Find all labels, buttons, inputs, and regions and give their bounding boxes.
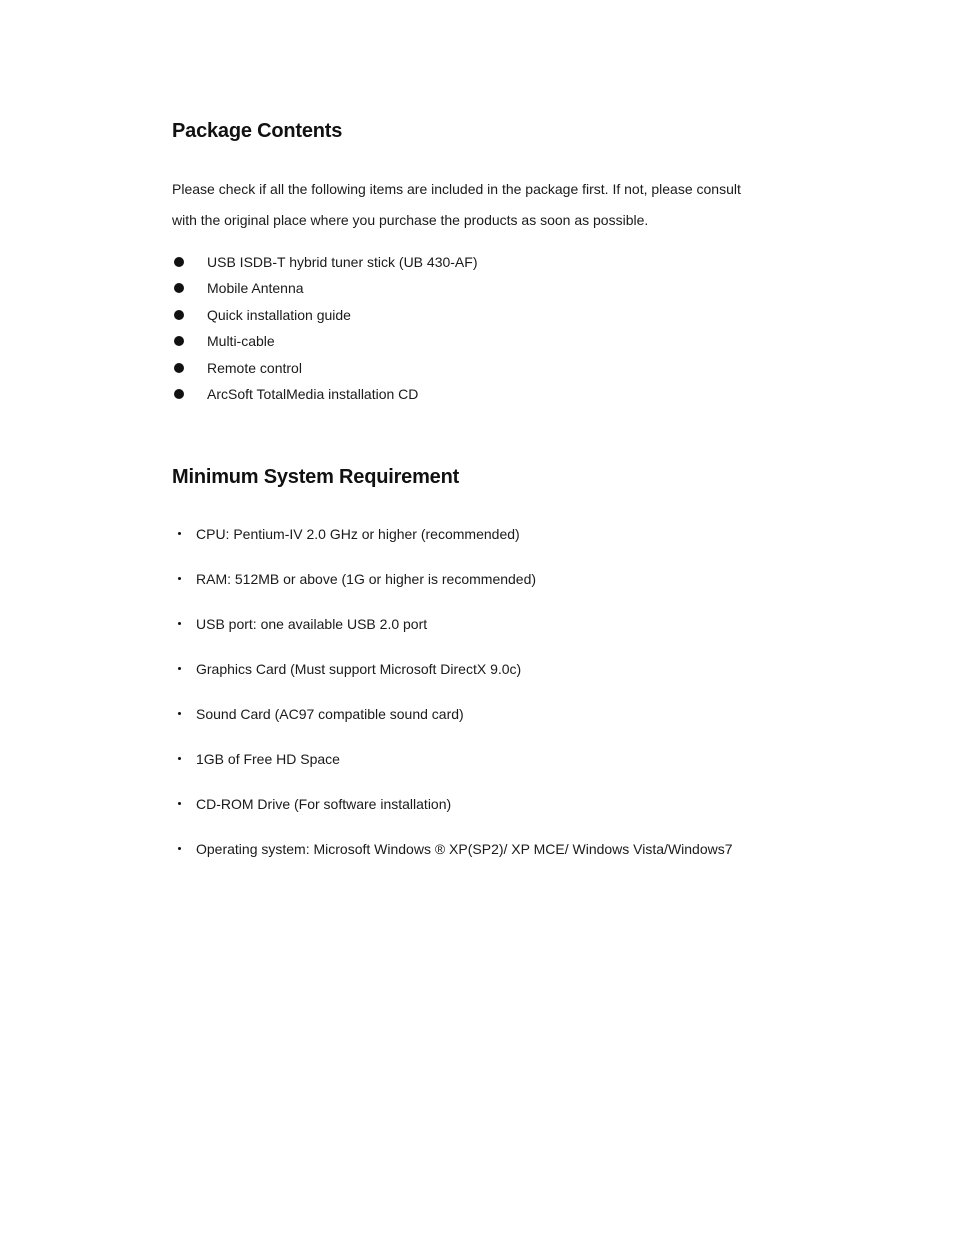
list-item-text: RAM: 512MB or above (1G or higher is recommended) [196,571,537,587]
package-contents-intro [172,174,792,236]
list-item-text: CD-ROM Drive (For software installation) [196,796,452,812]
list-item-text: Mobile Antenna [207,280,304,297]
list-item-text: USB ISDB-T hybrid tuner stick (UB 430-AF) [207,254,478,270]
bullet-icon [178,757,181,760]
bullet-icon [174,310,184,320]
bullet-icon [178,802,181,805]
system-requirement-heading: Minimum System Requirement [172,466,460,488]
list-item-text: USB port: one available USB 2.0 port [196,616,428,632]
bullet-icon [174,363,184,373]
list-item-text: 1GB of Free HD Space [196,751,340,767]
bullet-icon [178,532,181,535]
list-item-text: Quick installation guide [207,306,351,323]
package-contents-heading: Package Contents [172,120,343,142]
list-item-text: Graphics Card (Must support Microsoft DirectX 9.0c) [196,661,522,677]
intro-line-2: with the original place where you purchase the products as soon as possible. [172,212,649,228]
list-item-text: Operating system: Microsoft Windows ® XP(SP2)/ XP MCE/ Windows Vista/Windows7 [196,841,733,857]
list-item-text: CPU: Pentium-IV 2.0 GHz or higher (recommended) [196,526,520,542]
list-item-text: ArcSoft TotalMedia installation CD [207,385,419,402]
bullet-icon [178,847,181,850]
bullet-icon [174,283,184,293]
bullet-icon [178,667,181,670]
intro-line-1: Please check if all the following items are included in the package first. If not, please consult [172,181,741,197]
bullet-icon [174,257,184,267]
bullet-icon [174,336,184,346]
bullet-icon [178,577,181,580]
bullet-icon [178,712,181,715]
bullet-icon [174,389,184,399]
list-item-text: Remote control [207,359,302,376]
list-item-text: Sound Card (AC97 compatible sound card) [196,706,464,722]
list-item-text: Multi-cable [207,333,275,350]
bullet-icon [178,622,181,625]
